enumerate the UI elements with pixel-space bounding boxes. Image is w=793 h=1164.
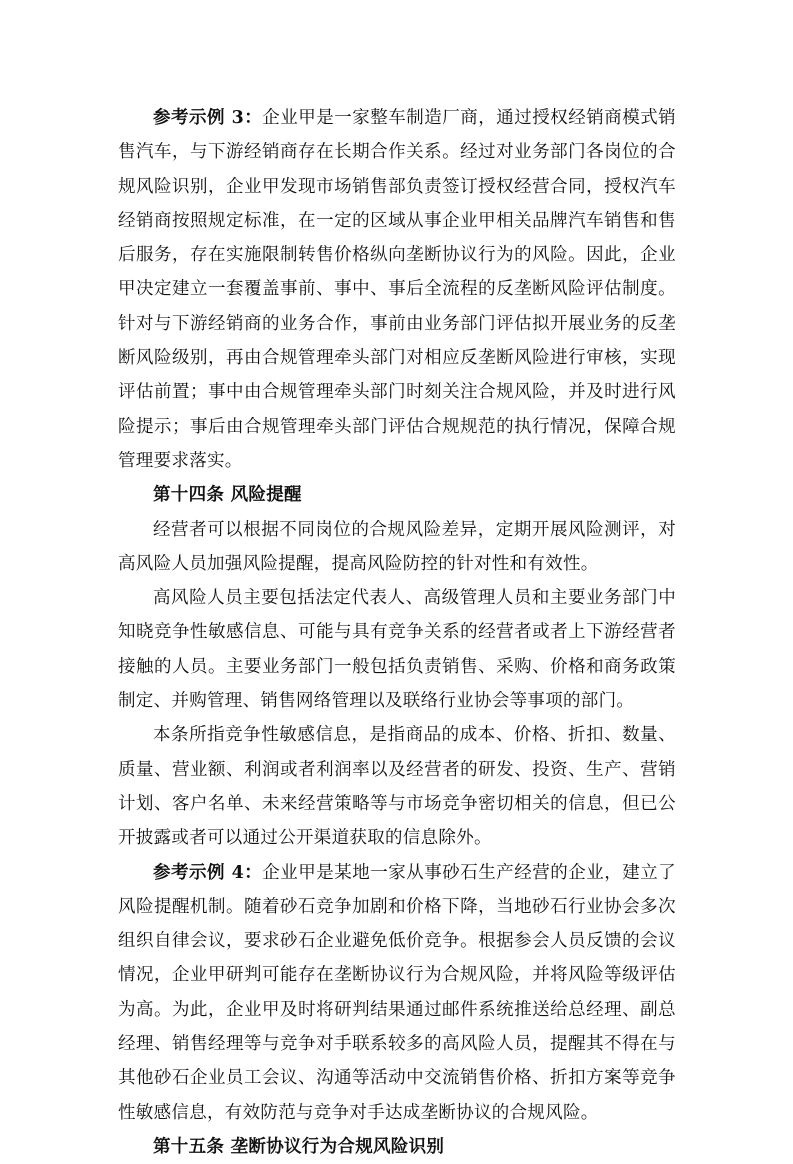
example-3-label: 参考示例 3： [153,108,263,128]
example-4-text: 企业甲是某地一家从事砂石生产经营的企业，建立了风险提醒机制。随着砂石竞争加剧和价格下降，当地砂石行业协会多次组织自律会议，要求砂石企业避免低价竞争。根据参会人员反馈的会议情况，企业甲研判可能存在垄断协议行为合规风险，并将风险等级评估为高。为此，企业甲及时将研判结果通过邮件系统推送给总经理、副总经理、销售经理等与竞争对手联系较多的高风险人员，提醒其不得在与其他砂石企业员工会议、沟通等活动中交流销售价格、折扣方案等竞争性敏感信息，有效防范与竞争对手达成垄断协议的合规风险。 [118,862,676,1123]
example-3-paragraph [118,101,676,478]
example-4-label: 参考示例 4： [153,862,263,883]
article-14-paragraph-3: 本条所指竞争性敏感信息，是指商品的成本、价格、折扣、数量、质量、营业额、利润或者利润率以及经营者的研发、投资、生产、营销计划、客户名单、未来经营策略等与市场竞争密切相关的信息，但已公开披露或者可以通过公开渠道获取的信息除外。 [118,725,676,849]
document-body [118,101,676,1164]
example-3-text: 企业甲是一家整车制造厂商，通过授权经销商模式销售汽车，与下游经销商存在长期合作关系。经过对业务部门各岗位的合规风险识别，企业甲发现市场销售部负责签订授权经营合同，授权汽车经销商按照规定标准，在一定的区域从事企业甲相关品牌汽车销售和售后服务，存在实施限制转售价格纵向垄断协议行为的风险。因此，企业甲决定建立一套覆盖事前、事中、事后全流程的反垄断风险评估制度。针对与下游经销商的业务合作，事前由业务部门评估拟开展业务的反垄断风险级别，再由合规管理牵头部门对相应反垄断风险进行审核，实现评估前置；事中由合规管理牵头部门时刻关注合规风险，并及时进行风险提示；事后由合规管理牵头部门评估合规规范的执行情况，保障合规管理要求落实。 [118,108,676,471]
example-4-paragraph [118,856,676,1130]
article-14-heading: 第十四条 风险提醒 [153,485,302,506]
article-14-paragraph-1: 经营者可以根据不同岗位的合规风险差异，定期开展风险测评，对高风险人员加强风险提醒，提高风险防控的针对性和有效性。 [118,519,676,574]
article-15-heading: 第十五条 垄断协议行为合规风险识别 [153,1136,445,1157]
article-14-paragraph-2: 高风险人员主要包括法定代表人、高级管理人员和主要业务部门中知晓竞争性敏感信息、可能与具有竞争关系的经营者或者上下游经营者接触的人员。主要业务部门一般包括负责销售、采购、价格和商务政策制定、并购管理、销售网络管理以及联络行业协会等事项的部门。 [118,588,676,712]
